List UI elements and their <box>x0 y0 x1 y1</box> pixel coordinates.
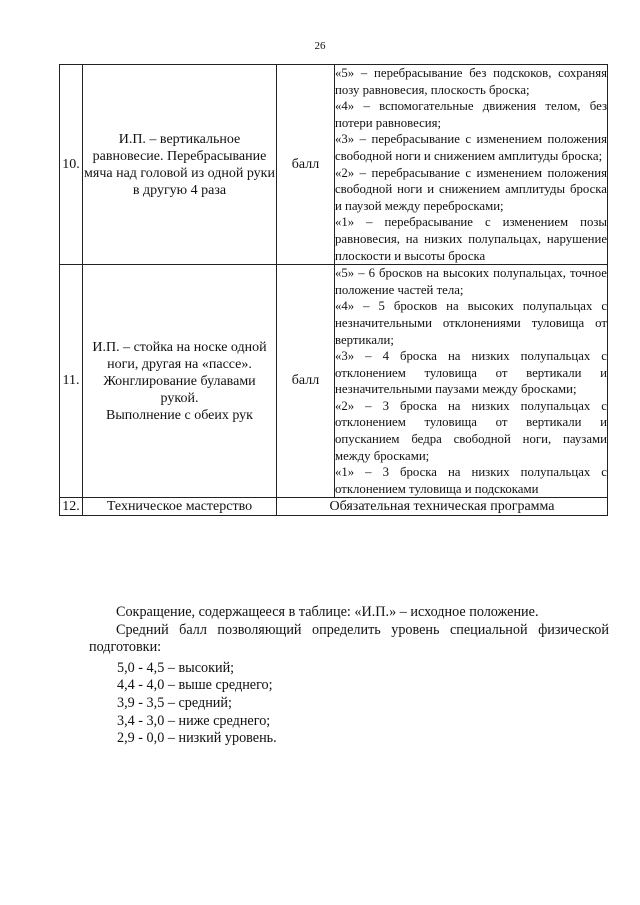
notes-section <box>89 604 609 748</box>
average-score-note: Средний балл позволяющий определить уровень специальной физической подготовки: <box>89 621 609 656</box>
criteria-cell <box>335 65 608 265</box>
table-row <box>60 498 608 516</box>
row-number: 12. <box>60 498 83 516</box>
exercise-description <box>83 265 277 498</box>
criterion: «1» – перебрасывание с изменением позы равновесия, на низких полупальцах, нарушение плоскости и высоты броска <box>335 215 607 263</box>
exercise-description: И.П. – вертикальное равновесие. Перебрасывание мяча над головой из одной руки в другую 4 раза <box>83 65 277 265</box>
table-row <box>60 265 608 498</box>
level-item: 5,0 - 4,5 – высокий; <box>117 659 235 676</box>
row-number: 10. <box>60 65 83 265</box>
criterion: «4» – 5 бросков на высоких полупальцах с незначительными отклонениями туловища от вертикали; <box>335 299 607 347</box>
table-row <box>60 65 608 265</box>
criterion: «3» – 4 броска на низких полупальцах с отклонением туловища от вертикали и незначительными паузами между бросками; <box>335 349 607 397</box>
criteria-table <box>59 64 608 516</box>
criterion: «1» – 3 броска на низких полупальцах с отклонением туловища и подскоками <box>335 465 607 496</box>
row-number: 11. <box>60 265 83 498</box>
description-line: Выполнение с обеих рук <box>106 407 253 423</box>
criterion: «4» – вспомогательные движения телом, без потери равновесия; <box>335 99 607 130</box>
criterion: «2» – перебрасывание с изменением положения свободной ноги и снижением амплитуды броска и паузой между перебросками; <box>335 165 607 213</box>
level-item: 4,4 - 4,0 – выше среднего; <box>117 677 273 694</box>
description-line: И.П. – стойка на носке одной ноги, другая на «пассе». <box>92 339 267 372</box>
unit-cell: балл <box>277 265 335 498</box>
description-line: Жонглирование булавами рукой. <box>103 373 256 406</box>
levels-list <box>117 660 609 748</box>
criterion: «3» – перебрасывание с изменением положения свободной ноги и снижением амплитуды броска; <box>335 132 607 163</box>
criteria-cell <box>335 265 608 498</box>
level-item: 3,9 - 3,5 – средний; <box>117 694 232 711</box>
program-cell: Обязательная техническая программа <box>277 498 608 516</box>
unit-cell: балл <box>277 65 335 265</box>
page-number: 26 <box>314 40 326 52</box>
level-item: 3,4 - 3,0 – ниже среднего; <box>117 712 271 729</box>
criterion: «5» – 6 бросков на высоких полупальцах, точное положение частей тела; <box>335 266 607 297</box>
exercise-description: Техническое мастерство <box>83 498 277 516</box>
criterion: «2» – 3 броска на низких полупальцах с отклонением туловища от вертикали и опусканием бедра свободной ноги, паузами между бросками; <box>335 398 607 463</box>
level-item: 2,9 - 0,0 – низкий уровень. <box>117 730 277 747</box>
criterion: «5» – перебрасывание без подскоков, сохраняя позу равновесия, плоскость броска; <box>335 66 607 97</box>
abbreviation-note: Сокращение, содержащееся в таблице: «И.П.» – исходное положение. <box>116 604 539 620</box>
